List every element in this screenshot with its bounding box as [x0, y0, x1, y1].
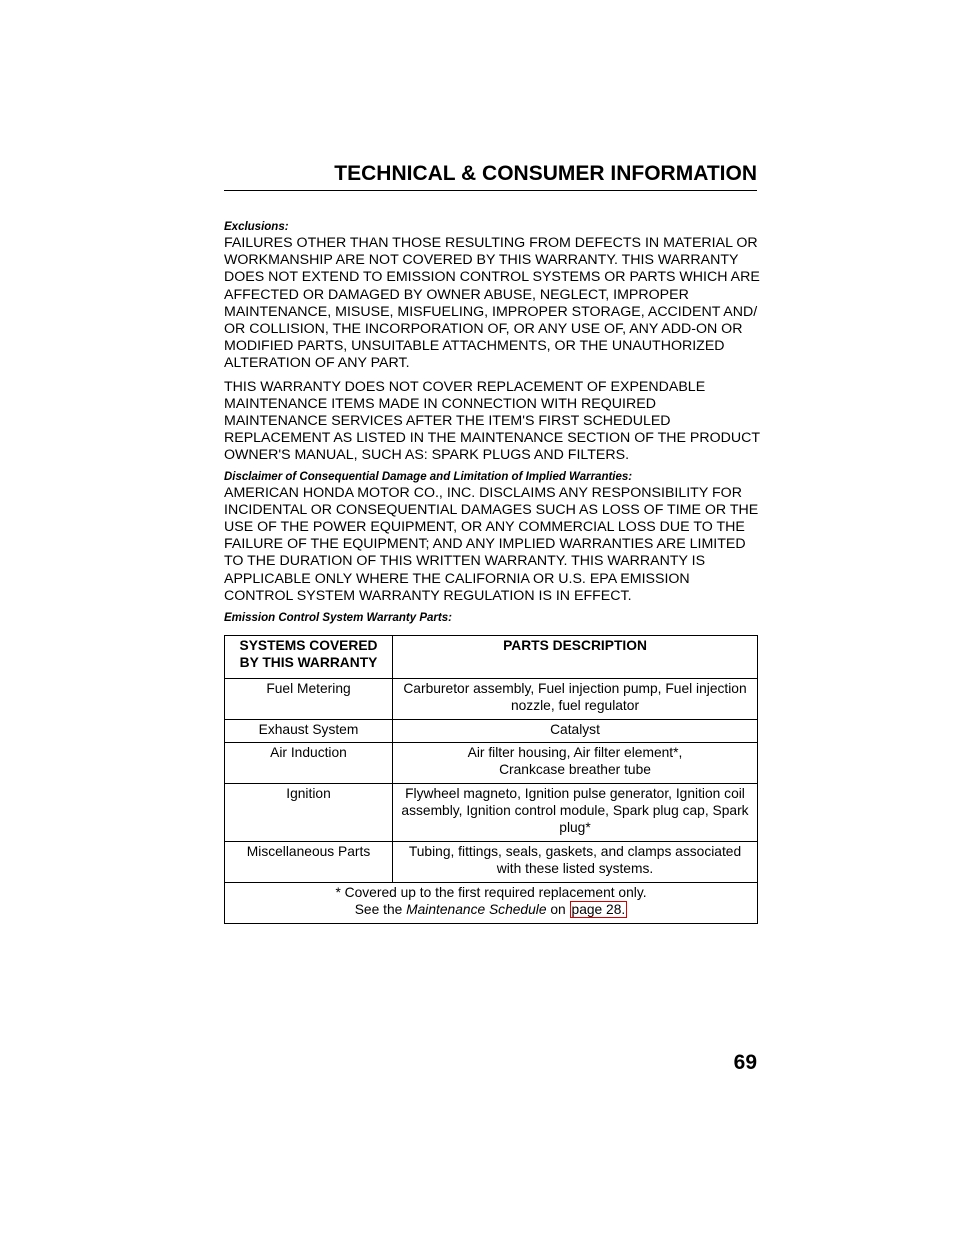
table-row	[225, 743, 758, 784]
page-number: 69	[733, 1051, 757, 1074]
system-cell: Air Induction	[225, 743, 393, 784]
footnote-reference	[229, 901, 753, 918]
system-cell: Fuel Metering	[225, 679, 393, 720]
system-cell: Ignition	[225, 784, 393, 842]
table-row	[225, 784, 758, 842]
parts-cell: Catalyst	[393, 720, 758, 743]
parts-cell: Air filter housing, Air filter element*, Crankcase breather tube	[393, 743, 758, 784]
table-row	[225, 679, 758, 720]
page-title: TECHNICAL & CONSUMER INFORMATION	[334, 162, 757, 185]
page-28-link[interactable]: page 28.	[571, 902, 626, 918]
parts-cell: Flywheel magneto, Ignition pulse generator, Ignition coil assembly, Ignition control module, Spark plug cap, Spark plug*	[393, 784, 758, 842]
table-header-row	[225, 636, 758, 679]
footnote-middle: on	[546, 902, 570, 918]
footnote-line: * Covered up to the first required replacement only.	[335, 885, 647, 900]
disclaimer-paragraph: AMERICAN HONDA MOTOR CO., INC. DISCLAIMS ANY RESPONSIBILITY FOR INCIDENTAL OR CONSEQUENTIAL DAMAGES SUCH AS LOSS OF TIME OR THE USE OF THE POWER EQUIPMENT, OR ANY COMMERCIAL LOSS DUE TO THE FAILURE OF THE EQUIPMENT; AND ANY IMPLIED WARRANTIES ARE LIMITED TO THE DURATION OF THIS WRITTEN WARRANTY. THIS WARRANTY IS APPLICABLE ONLY WHERE THE CALIFORNIA OR U.S. EPA EMISSION CONTROL SYSTEM WARRANTY REGULATION IS IN EFFECT.	[224, 484, 759, 604]
footnote-prefix: See the	[354, 902, 407, 918]
column-header-parts: PARTS DESCRIPTION	[393, 636, 758, 679]
parts-cell: Carburetor assembly, Fuel injection pump, Fuel injection nozzle, fuel regulator	[393, 679, 758, 720]
column-header-systems: SYSTEMS COVERED BY THIS WARRANTY	[225, 636, 393, 679]
system-cell: Miscellaneous Parts	[225, 842, 393, 883]
exclusions-paragraph-1: FAILURES OTHER THAN THOSE RESULTING FROM DEFECTS IN MATERIAL OR WORKMANSHIP ARE NOT COVERED BY THIS WARRANTY. THIS WARRANTY DOES NOT EXTEND TO EMISSION CONTROL SYSTEMS OR PARTS WHICH ARE AFFECTED OR DAMAGED BY OWNER ABUSE, NEGLECT, IMPROPER MAINTENANCE, MISUSE, MISFUELING, IMPROPER STORAGE, ACCIDENT AND/ OR COLLISION, THE INCORPORATION OF, OR ANY USE OF, ANY ADD-ON OR MODIFIED PARTS, UNSUITABLE ATTACHMENTS, OR THE UNAUTHORIZED ALTERATION OF ANY PART.	[224, 235, 760, 372]
table-footnote	[225, 883, 758, 924]
title-divider	[224, 190, 757, 191]
table-footnote-row	[225, 883, 758, 924]
parts-table-heading: Emission Control System Warranty Parts:	[224, 612, 452, 625]
exclusions-heading: Exclusions:	[224, 221, 289, 233]
exclusions-paragraph-2: THIS WARRANTY DOES NOT COVER REPLACEMENT OF EXPENDABLE MAINTENANCE ITEMS MADE IN CONNECTION WITH REQUIRED MAINTENANCE SERVICES AFTER THE ITEM'S FIRST SCHEDULED REPLACEMENT AS LISTED IN THE MAINTENANCE SECTION OF THE PRODUCT OWNER'S MANUAL, SUCH AS: SPARK PLUGS AND FILTERS.	[224, 378, 760, 464]
disclaimer-heading: Disclaimer of Consequential Damage and Limitation of Implied Warranties:	[224, 470, 633, 483]
footnote-emphasis: Maintenance Schedule	[406, 902, 547, 918]
parts-cell: Tubing, fittings, seals, gaskets, and clamps associated with these listed systems.	[393, 842, 758, 883]
warranty-parts-table	[224, 635, 758, 924]
table-row	[225, 720, 758, 743]
warranty-text	[224, 219, 760, 626]
system-cell: Exhaust System	[225, 720, 393, 743]
table-row	[225, 842, 758, 883]
